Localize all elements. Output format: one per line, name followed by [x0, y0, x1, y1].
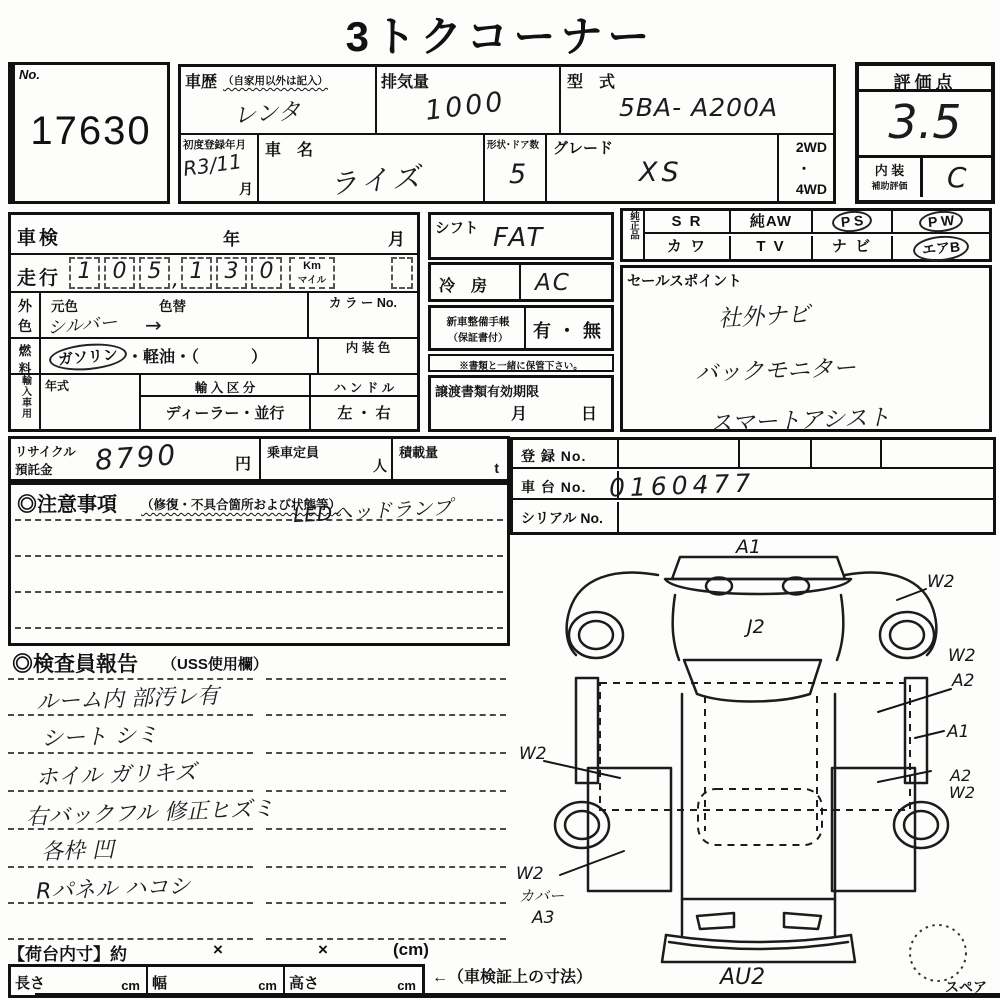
caution-line-4 — [15, 627, 503, 629]
report-rule — [266, 902, 506, 904]
drive-4wd-label: 4WD — [795, 181, 827, 197]
history-cell — [181, 67, 377, 135]
report-rule — [266, 828, 506, 830]
capacity-unit: 人 — [373, 458, 387, 474]
interior-score-labels — [859, 158, 923, 197]
displacement-value: 1000 — [423, 86, 508, 127]
mileage-unit-box — [289, 257, 335, 289]
mileage-digit-6: 0 — [251, 257, 282, 289]
caution-line-2 — [15, 555, 503, 557]
spare-tire-label: スペア — [945, 979, 987, 995]
fuel-row — [11, 339, 417, 375]
vehicle-info-table — [178, 64, 836, 204]
aux-score-label: 補助評価 — [871, 181, 908, 191]
caution-value: LEDヘッドランプ — [292, 494, 453, 528]
mileage-comma: , — [172, 267, 179, 292]
mileage-row — [11, 255, 417, 293]
spare-tire-circle — [910, 925, 966, 981]
service-book-label: 新車整備手帳 — [446, 316, 510, 328]
doors-value: 5 — [509, 159, 527, 190]
base-color-label: 元色 — [51, 299, 78, 314]
doors-cell — [485, 135, 547, 201]
service-book-divider — [524, 308, 526, 348]
report-rule — [266, 714, 506, 716]
color-no-cell — [307, 293, 417, 337]
shift-label: シフト — [435, 221, 479, 237]
capacity-label: 乗車定員 — [267, 445, 320, 460]
genuine-navi-cell: ナ ビ — [813, 236, 893, 259]
pw-pen-circle: P W — [918, 209, 964, 234]
import-row — [11, 375, 417, 429]
recycle-deposit-label: リサイクル 預託金 — [15, 445, 76, 477]
report-line-6: Rパネル ハコシ — [35, 874, 191, 905]
import-group-label: 輸入車用 — [11, 375, 41, 429]
cargo-header: 【荷台内寸】約 — [8, 945, 127, 964]
lot-number-label: No. — [19, 67, 40, 82]
genuine-airbag-cell — [893, 236, 989, 259]
report-rule — [266, 752, 506, 754]
first-registration-month-suffix: 月 — [239, 181, 253, 197]
cargo-width-unit: cm — [258, 978, 277, 993]
cautions-box — [8, 482, 510, 646]
fuel-gasoline-circled: ガソリン — [48, 341, 128, 374]
service-book-value: 有 ・ 無 — [533, 321, 603, 341]
handle-value: 左 ・ 右 — [337, 405, 391, 422]
mark-right-fender-top-w2: W2 — [927, 572, 955, 592]
genuine-parts-label: 純正品 — [623, 211, 645, 259]
car-name-cell — [259, 135, 485, 201]
color-change-arrow: → — [145, 313, 162, 337]
mileage-digit-2: 0 — [104, 257, 135, 289]
report-rule — [266, 678, 506, 680]
doors-label: 形状･ドア数 — [487, 140, 539, 151]
mileage-unit-km: Km — [303, 260, 321, 272]
exterior-color-group-label: 外 色 — [11, 293, 41, 337]
chassis-no-row — [513, 468, 993, 503]
model-code-label: 型 式 — [567, 74, 616, 91]
car-name-value: ライズ — [327, 159, 426, 202]
recycle-deposit-unit: 円 — [235, 456, 252, 473]
model-code-cell — [561, 67, 833, 135]
mark-right-rear-w2: W2 — [949, 783, 975, 802]
registration-divider-1 — [738, 440, 740, 467]
inspector-report-note: （USS使用欄） — [162, 656, 268, 673]
aircon-divider — [519, 265, 521, 299]
sales-points-label: セールスポイント — [627, 274, 742, 290]
interior-label: 内 装 — [874, 163, 905, 178]
mark-left-w2: W2 — [519, 744, 547, 764]
aircon-label: 冷 房 — [439, 278, 488, 295]
recycle-deposit-value: 8790 — [93, 438, 180, 477]
shaken-label: 車検 — [17, 228, 62, 249]
cargo-height-unit: cm — [397, 978, 416, 993]
import-class-cell — [141, 375, 309, 429]
displacement-cell — [377, 67, 561, 135]
sales-point-1: 社外ナビ — [717, 301, 811, 333]
model-code-value: 5BA- A200A — [619, 93, 779, 122]
color-change-label: 色替 — [159, 299, 186, 314]
shift-box — [428, 212, 614, 260]
sales-points-box — [620, 265, 992, 438]
service-book-labels — [434, 314, 522, 344]
sales-point-3: スマートアシスト — [708, 404, 891, 438]
grade-label: グレード — [553, 140, 614, 157]
chassis-no-value: 0160477 — [608, 468, 756, 503]
import-year-label: 年式 — [45, 379, 70, 393]
registration-divider-2 — [810, 440, 812, 467]
mileage-extra-box — [391, 257, 413, 289]
fuel-group-label: 燃 料 — [11, 339, 41, 373]
capacity-divider — [259, 439, 261, 479]
cargo-dimensions-section — [8, 940, 500, 1000]
load-divider — [391, 439, 393, 479]
aircon-value: AC — [535, 270, 571, 296]
cargo-cm: (cm) — [393, 940, 429, 959]
car-damage-diagram — [508, 533, 995, 995]
report-rule — [266, 866, 506, 868]
service-book-note: ※書類と一緒に保管下さい。 — [428, 354, 614, 372]
displacement-label: 排気量 — [381, 74, 430, 91]
fuel-options: ガソリン ・軽油・（ ） — [49, 344, 267, 370]
mileage-label: 走行 — [17, 268, 62, 289]
genuine-ps-cell — [813, 211, 893, 234]
interior-color-cell — [317, 339, 417, 373]
mark-rear-au2: AU2 — [720, 965, 766, 990]
mileage-digit-5: 3 — [216, 257, 247, 289]
first-registration-value: R3/11 — [181, 149, 244, 181]
base-color-value: シルバー — [46, 311, 119, 340]
score-box — [855, 62, 995, 204]
first-registration-cell — [181, 135, 259, 201]
load-unit: t — [494, 460, 499, 476]
handle-cell — [309, 375, 417, 429]
report-line-5: 各枠 凹 — [40, 837, 115, 866]
aircon-box — [428, 262, 614, 302]
report-rule — [266, 790, 506, 792]
mileage-digit-4: 1 — [181, 257, 212, 289]
mark-right-rear-a2: A2 — [950, 766, 972, 785]
first-registration-label: 初度登録年月 — [183, 139, 246, 151]
transfer-docs-label: 譲渡書類有効期限 — [435, 384, 540, 399]
shaken-month-label: 月 — [388, 230, 405, 249]
score-value: 3.5 — [888, 95, 962, 149]
report-line-3: ホイル ガリキズ — [35, 760, 198, 791]
genuine-sr-cell: S R — [645, 211, 731, 234]
sales-point-2: バックモニター — [694, 355, 857, 387]
inspector-report-section — [8, 648, 510, 940]
mileage-digit-1: 1 — [69, 257, 100, 289]
transfer-month-label: 月 — [511, 406, 528, 423]
lot-number-box — [8, 62, 170, 204]
car-name-label: 車 名 — [265, 142, 314, 159]
cargo-height-cell: 高さ cm — [289, 975, 416, 993]
cargo-arrow-note: ←（車検証上の寸法） — [432, 969, 593, 986]
score-header: 評価点 — [859, 66, 991, 92]
registration-divider-3 — [880, 440, 882, 467]
mileage-unit-mile: マイル — [297, 275, 327, 286]
report-line-2: シート シミ — [40, 722, 159, 753]
history-value: レンタ — [232, 98, 302, 130]
drive-2wd-label: 2WD — [795, 139, 827, 155]
mark-left-rear-cover: カバー — [519, 887, 565, 905]
airbag-pen-circle: エアB — [912, 234, 970, 264]
genuine-tv-cell: T V — [731, 236, 813, 259]
report-line-4: 右バックフル 修正ヒズミ — [25, 796, 275, 831]
cargo-x1: × — [213, 940, 223, 959]
chassis-no-label-cell: 車 台 No. — [513, 471, 619, 498]
caution-line-3 — [15, 591, 503, 593]
import-class-label: 輸 入 区 分 — [141, 375, 309, 397]
sheet-title: 3トクコーナー — [345, 13, 655, 60]
mark-right-fender-w2: W2 — [948, 646, 976, 666]
cargo-width-cell: 幅 cm — [148, 967, 285, 995]
mark-hood-j2: J2 — [747, 616, 765, 638]
interior-color-label: 内 装 色 — [345, 341, 391, 355]
service-book-box — [428, 305, 614, 351]
grade-cell — [547, 135, 779, 201]
registration-no-label-cell: 登 録 No. — [513, 440, 619, 467]
mark-left-rear-w2: W2 — [516, 864, 544, 884]
serial-no-label-cell: シリアル No. — [513, 502, 619, 532]
cautions-note: （修復・不具合箇所および状態等） — [141, 498, 342, 512]
cargo-length-unit: cm — [121, 978, 140, 993]
serial-no-row — [513, 502, 993, 532]
inspector-report-header: ◎検査員報告 — [12, 653, 138, 676]
ps-pen-circle: P S — [831, 209, 873, 233]
import-class-value: ディーラー・並行 — [165, 405, 285, 422]
grade-value: XS — [639, 157, 683, 188]
interior-score-value: C — [947, 161, 967, 194]
transfer-docs-box — [428, 375, 614, 432]
mark-left-rear-a3: A3 — [532, 908, 555, 928]
inspection-block — [8, 212, 420, 432]
registration-no-row — [513, 440, 993, 469]
cautions-header: ◎注意事項 — [17, 494, 117, 516]
history-label: 車歴 — [185, 74, 218, 91]
shift-aircon-block — [428, 212, 614, 432]
shaken-year-label: 年 — [223, 230, 240, 249]
drive-type-cell — [779, 135, 833, 201]
transfer-day-label: 日 — [580, 406, 597, 423]
mark-right-door-a1: A1 — [947, 722, 970, 742]
recycle-deposit-row — [8, 436, 510, 482]
cargo-x2: × — [318, 940, 328, 959]
interior-score-row — [859, 155, 991, 197]
color-no-label: カ ラ ー No. — [328, 296, 398, 310]
mileage-digit-3: 5 — [139, 257, 170, 289]
genuine-parts-table — [620, 208, 992, 262]
registration-table — [510, 437, 996, 535]
service-book-sublabel: （保証書付） — [448, 333, 508, 344]
mark-right-door-a2: A2 — [952, 671, 975, 691]
shift-value: FAT — [493, 223, 545, 253]
genuine-pw-cell — [893, 211, 989, 234]
load-label: 積載量 — [399, 445, 439, 460]
genuine-leather-cell: カ ワ — [645, 236, 731, 259]
score-value-area — [859, 92, 991, 155]
history-note: （自家用以外は記入） — [223, 75, 328, 87]
report-rule — [8, 866, 253, 868]
genuine-aw-cell: 純AW — [731, 211, 813, 234]
report-line-1: ルーム内 部汚レ有 — [35, 683, 220, 716]
lot-number-value: 17630 — [30, 109, 152, 153]
handle-label: ハ ン ド ル — [311, 375, 417, 397]
import-year-cell — [41, 375, 141, 429]
shaken-row — [11, 215, 417, 255]
cargo-length-cell: 長さ cm — [11, 967, 148, 995]
drive-dot: ・ — [797, 161, 811, 177]
mark-front-a1: A1 — [736, 536, 762, 558]
exterior-color-row — [11, 293, 417, 339]
